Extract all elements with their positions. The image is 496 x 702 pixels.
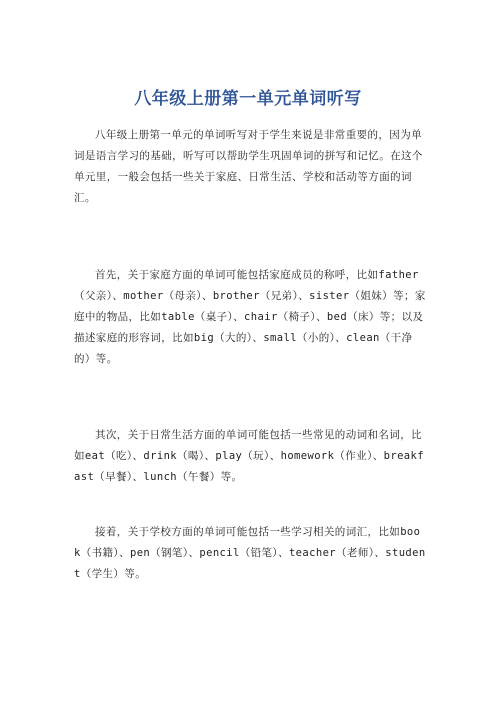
document-title: 八年级上册第一单元单词听写 — [134, 89, 362, 109]
paragraph-daily-life: 其次，关于日常生活方面的单词可能包括一些常见的动词和名词，比如eat（吃）、drink（喝）、play（玩）、homework（作业）、breakfast（早餐）、lunch（午餐）等。 — [74, 429, 424, 483]
paragraph-family: 首先，关于家庭方面的单词可能包括家庭成员的称呼，比如father（父亲）、mother（母亲）、brother（兄弟）、sister（姐妹）等；家庭中的物品，比如table（桌子）、chair（椅子）、bed（床）等；以及描述家庭的形容词，比如big（大的）、small（小的）、clean（干净的）等。 — [74, 269, 426, 365]
paragraph-intro: 八年级上册第一单元的单词听写对于学生来说是非常重要的，因为单词是语言学习的基础，听写可以帮助学生巩固单词的拼写和记忆。在这个单元里，一般会包括一些关于家庭、日常生活、学校和活动等方面的词汇。 — [74, 129, 423, 204]
paragraph-school: 接着，关于学校方面的单词可能包括一些学习相关的词汇，比如book（书籍）、pen（钢笔）、pencil（铅笔）、teacher（老师）、student（学生）等。 — [74, 526, 426, 580]
